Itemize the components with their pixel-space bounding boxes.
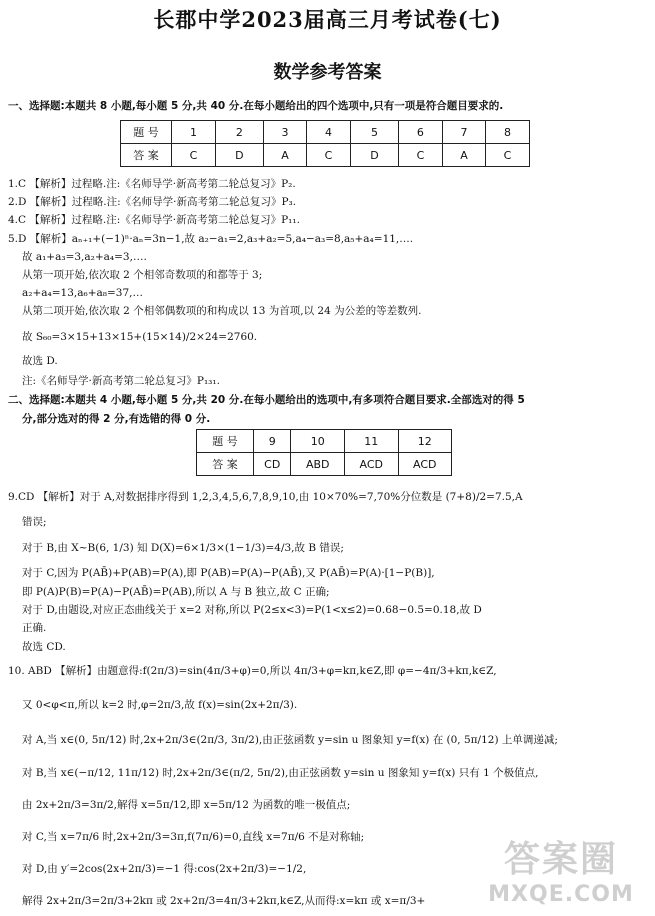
answer-line: 即 P(A)P(B)=P(A)−P(AB̄)=P(AB),所以 A 与 B 独立,故 C 正确; <box>22 586 330 598</box>
section-2-heading-line-1: 二、选择题:本题共 4 小题,每小题 5 分,共 20 分.在每小题给出的选项中,有多项符合题目要求.全部选对的得 5 <box>8 394 525 406</box>
answer-line: 对于 D,由题设,对应正态曲线关于 x=2 对称,所以 P(2≤x<3)=P(1<x≤2)=0.68−0.5=0.18,故 D <box>22 604 482 616</box>
table-row <box>121 121 530 144</box>
table-cell: D <box>215 144 263 167</box>
answer-line: 对于 B,由 X~B(6, 1/3) 知 D(X)=6×1/3×(1−1/3)=4/3,故 B 错误; <box>22 542 344 554</box>
table-cell: 7 <box>442 121 485 144</box>
answer-line: 5.D 【解析】aₙ₊₁+(−1)ⁿ·aₙ=3n−1,故 a₂−a₁=2,a₃+a₂=5,a₄−a₃=8,a₅+a₄=11,…. <box>8 233 414 245</box>
table-row <box>121 144 530 167</box>
table-cell: CD <box>254 453 291 476</box>
answer-line: 4.C 【解析】过程略.注:《名师导学·新高考第二轮总复习》P₁₁. <box>8 214 300 226</box>
row-label: 题 号 <box>197 430 254 453</box>
answer-line: 对 B,当 x∈(−π/12, 11π/12) 时,2x+2π/3∈(π/2, 5π/2),由正弦函数 y=sin u 图象知 y=f(x) 只有 1 个极值点, <box>22 767 539 779</box>
answer-line: 对于 C,因为 P(AB̄)+P(AB)=P(A),即 P(AB)=P(A)−P(AB̄),又 P(AB̄)=P(A)·[1−P(B)], <box>22 567 435 579</box>
answer-line: 从第一项开始,依次取 2 个相邻奇数项的和都等于 3; <box>22 269 263 281</box>
answer-line: 又 0<φ<π,所以 k=2 时,φ=2π/3,故 f(x)=sin(2x+2π/3). <box>22 699 298 711</box>
table-cell: 5 <box>350 121 398 144</box>
answer-line: 10. ABD 【解析】由题意得:f(2π/3)=sin(4π/3+φ)=0,所以 4π/3+φ=kπ,k∈Z,即 φ=−4π/3+kπ,k∈Z, <box>8 665 497 677</box>
answer-line: 正确. <box>22 622 47 634</box>
section-1-answer-table <box>120 120 530 167</box>
section-1-heading: 一、选择题:本题共 8 小题,每小题 5 分,共 40 分.在每小题给出的四个选项中,只有一项是符合题目要求的. <box>8 100 504 112</box>
answer-line: 对 C,当 x=7π/6 时,2x+2π/3=3π,f(7π/6)=0,直线 x=7π/6 不是对称轴; <box>22 831 365 843</box>
table-cell: A <box>442 144 485 167</box>
table-cell: 1 <box>172 121 216 144</box>
answer-line: 错误; <box>22 516 47 528</box>
table-cell: C <box>398 144 442 167</box>
table-row <box>197 453 452 476</box>
answer-line: 解得 2x+2π/3=2π/3+2kπ 或 2x+2π/3=4π/3+2kπ,k∈Z,从而得:x=kπ 或 x=π/3+ <box>22 895 426 907</box>
table-cell: A <box>263 144 306 167</box>
answer-line: 1.C 【解析】过程略.注:《名师导学·新高考第二轮总复习》P₂. <box>8 178 296 190</box>
watermark-top-text: 答案圈 <box>503 839 618 880</box>
table-cell: 10 <box>291 430 345 453</box>
answer-line: 故 a₁+a₃=3,a₂+a₄=3,…. <box>22 251 147 263</box>
table-row <box>197 430 452 453</box>
answer-line: 故选 D. <box>22 355 58 367</box>
table-cell: C <box>307 144 351 167</box>
answer-line: 故选 CD. <box>22 641 66 653</box>
table-cell: C <box>486 144 530 167</box>
answer-line: 2.D 【解析】过程略.注:《名师导学·新高考第二轮总复习》P₃. <box>8 196 297 208</box>
watermark-logo <box>471 838 651 914</box>
answer-line: 由 2x+2π/3=3π/2,解得 x=5π/12,即 x=5π/12 为函数的唯一极值点; <box>22 799 351 811</box>
table-cell: 2 <box>215 121 263 144</box>
table-cell: 12 <box>398 430 452 453</box>
watermark-bottom-text: MXQE.COM <box>488 882 634 907</box>
row-label: 答 案 <box>121 144 172 167</box>
table-cell: 3 <box>263 121 306 144</box>
table-cell: 4 <box>307 121 351 144</box>
table-cell: ABD <box>291 453 345 476</box>
section-2-answer-table <box>196 429 452 476</box>
exam-title: 长郡中学2023届高三月考试卷(七) <box>153 7 502 32</box>
table-cell: D <box>350 144 398 167</box>
table-cell: ACD <box>345 453 398 476</box>
answer-line: 故 S₆₀=3×15+13×15+(15×14)/2×24=2760. <box>22 331 258 343</box>
answer-line: 从第二项开始,依次取 2 个相邻偶数项的和构成以 13 为首项,以 24 为公差的等差数列. <box>22 305 422 317</box>
table-cell: C <box>172 144 216 167</box>
table-cell: ACD <box>398 453 452 476</box>
row-label: 答 案 <box>197 453 254 476</box>
answer-line: a₂+a₄=13,a₆+a₈=37,… <box>22 287 143 299</box>
table-cell: 11 <box>345 430 398 453</box>
answer-line: 对 D,由 y′=2cos(2x+2π/3)=−1 得:cos(2x+2π/3)=−1/2, <box>22 863 307 875</box>
document-title: 数学参考答案 <box>273 62 382 83</box>
row-label: 题 号 <box>121 121 172 144</box>
table-cell: 8 <box>486 121 530 144</box>
table-cell: 9 <box>254 430 291 453</box>
answer-line: 对 A,当 x∈(0, 5π/12) 时,2x+2π/3∈(2π/3, 3π/2),由正弦函数 y=sin u 图象知 y=f(x) 在 (0, 5π/12) 上单调递减; <box>22 734 558 746</box>
table-cell: 6 <box>398 121 442 144</box>
answer-line: 注:《名师导学·新高考第二轮总复习》P₁₃₁. <box>22 375 220 387</box>
answer-line: 9.CD 【解析】对于 A,对数据排序得到 1,2,3,4,5,6,7,8,9,10,由 10×70%=7,70%分位数是 (7+8)/2=7.5,A <box>8 491 523 503</box>
section-2-heading-line-2: 分,部分选对的得 2 分,有选错的得 0 分. <box>22 413 211 425</box>
